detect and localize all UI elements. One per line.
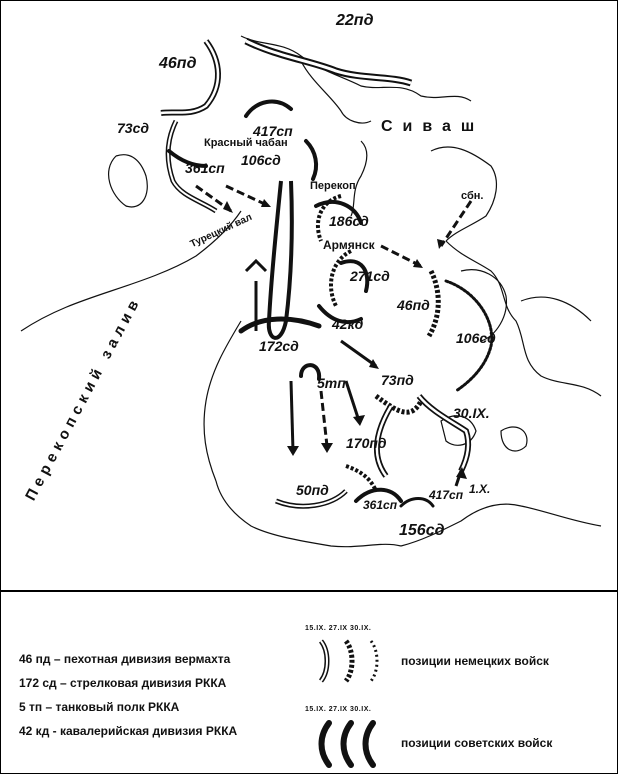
arrow-172sd-south xyxy=(291,381,293,451)
unit-label: 186сд xyxy=(329,213,369,229)
date-label: 1.Х. xyxy=(469,482,491,496)
coast-west-lake xyxy=(109,155,148,207)
map-drawing xyxy=(1,1,617,589)
place-label: Турецкий вал xyxy=(188,211,254,251)
unit-label: 46пд xyxy=(159,55,197,72)
legend xyxy=(1,590,617,775)
unit-label: 271сд xyxy=(350,268,390,284)
unit-label: 417сп xyxy=(429,488,464,502)
water-label-sivash: Сиваш xyxy=(381,118,485,135)
unit-label: 46пд xyxy=(397,297,430,313)
arrow-42kd-south xyxy=(341,341,376,366)
legend-soviet-dates: 15.IX. 27.IX 30.IX. xyxy=(305,706,372,713)
unit-label: 417сп xyxy=(253,123,293,139)
legend-german-dates: 15.IX. 27.IX 30.IX. xyxy=(305,625,372,632)
coast-gulf-east xyxy=(204,321,241,481)
unit-label: 361сп xyxy=(363,498,398,512)
coastlines xyxy=(21,36,601,547)
legend-row: 46 пд – пехотная дивизия вермахта xyxy=(19,652,231,666)
unit-label: 106сд xyxy=(241,152,281,168)
arrow-loop-north xyxy=(269,181,292,338)
unit-label: 73сд xyxy=(117,120,150,136)
arrowhead-7 xyxy=(321,443,333,453)
date-label: 30.IX. xyxy=(453,405,490,421)
map-area xyxy=(1,1,617,589)
coast-sivash-west xyxy=(351,141,367,216)
unit-label: 156сд xyxy=(399,522,445,539)
german-line-22pd xyxy=(246,41,411,83)
legend-soviet-symbol xyxy=(301,718,391,770)
place-label: Красный чабан xyxy=(204,137,288,149)
unit-label: 5тп xyxy=(317,375,346,391)
legend-soviet-label: позиции советских войск xyxy=(401,736,553,750)
unit-label: 22пд xyxy=(336,12,374,29)
german-arc-south xyxy=(346,466,376,491)
arrow-5tp-south xyxy=(321,391,327,446)
german-arc-73pd xyxy=(376,396,421,412)
place-label: Перекоп xyxy=(310,180,356,192)
arrow-sbn xyxy=(441,201,471,246)
arrowhead-8 xyxy=(353,415,365,426)
unit-label: 42кд xyxy=(332,316,364,332)
arrowhead-2 xyxy=(261,199,271,207)
soviet-arc-417sp xyxy=(246,102,291,116)
unit-label: 106сд xyxy=(456,330,496,346)
unit-label: 172сд xyxy=(259,338,299,354)
unit-label: 73пд xyxy=(381,372,414,388)
coast-east-bay xyxy=(521,297,591,321)
legend-row: 5 тп – танковый полк РККА xyxy=(19,700,180,714)
unit-label: 170пд xyxy=(346,435,387,451)
unit-label: сбн. xyxy=(461,190,484,202)
water-label-gulf: Перекопский залив xyxy=(22,293,145,504)
place-label: Армянск xyxy=(323,238,375,252)
soviet-arc-106sd-north xyxy=(306,141,316,179)
arrowhead-1 xyxy=(223,201,233,213)
arrowhead-6 xyxy=(287,446,299,456)
legend-row: 42 кд - кавалерийская дивизия РККА xyxy=(19,724,238,738)
german-arc-armyansk xyxy=(331,251,351,306)
german-arc-46pd-east xyxy=(429,271,438,336)
unit-label: 361сп xyxy=(185,160,225,176)
arrow-73pd-south xyxy=(346,381,359,421)
unit-label: 50пд xyxy=(296,482,329,498)
german-positions xyxy=(161,41,468,506)
legend-german-symbol xyxy=(301,636,391,686)
legend-row: 172 сд – стрелковая дивизия РККА xyxy=(19,676,227,690)
coast-north xyxy=(241,36,471,101)
soviet-arc-172sd xyxy=(241,319,319,331)
legend-german-label: позиции немецких войск xyxy=(401,654,549,668)
coast-east-peninsula xyxy=(446,241,601,396)
